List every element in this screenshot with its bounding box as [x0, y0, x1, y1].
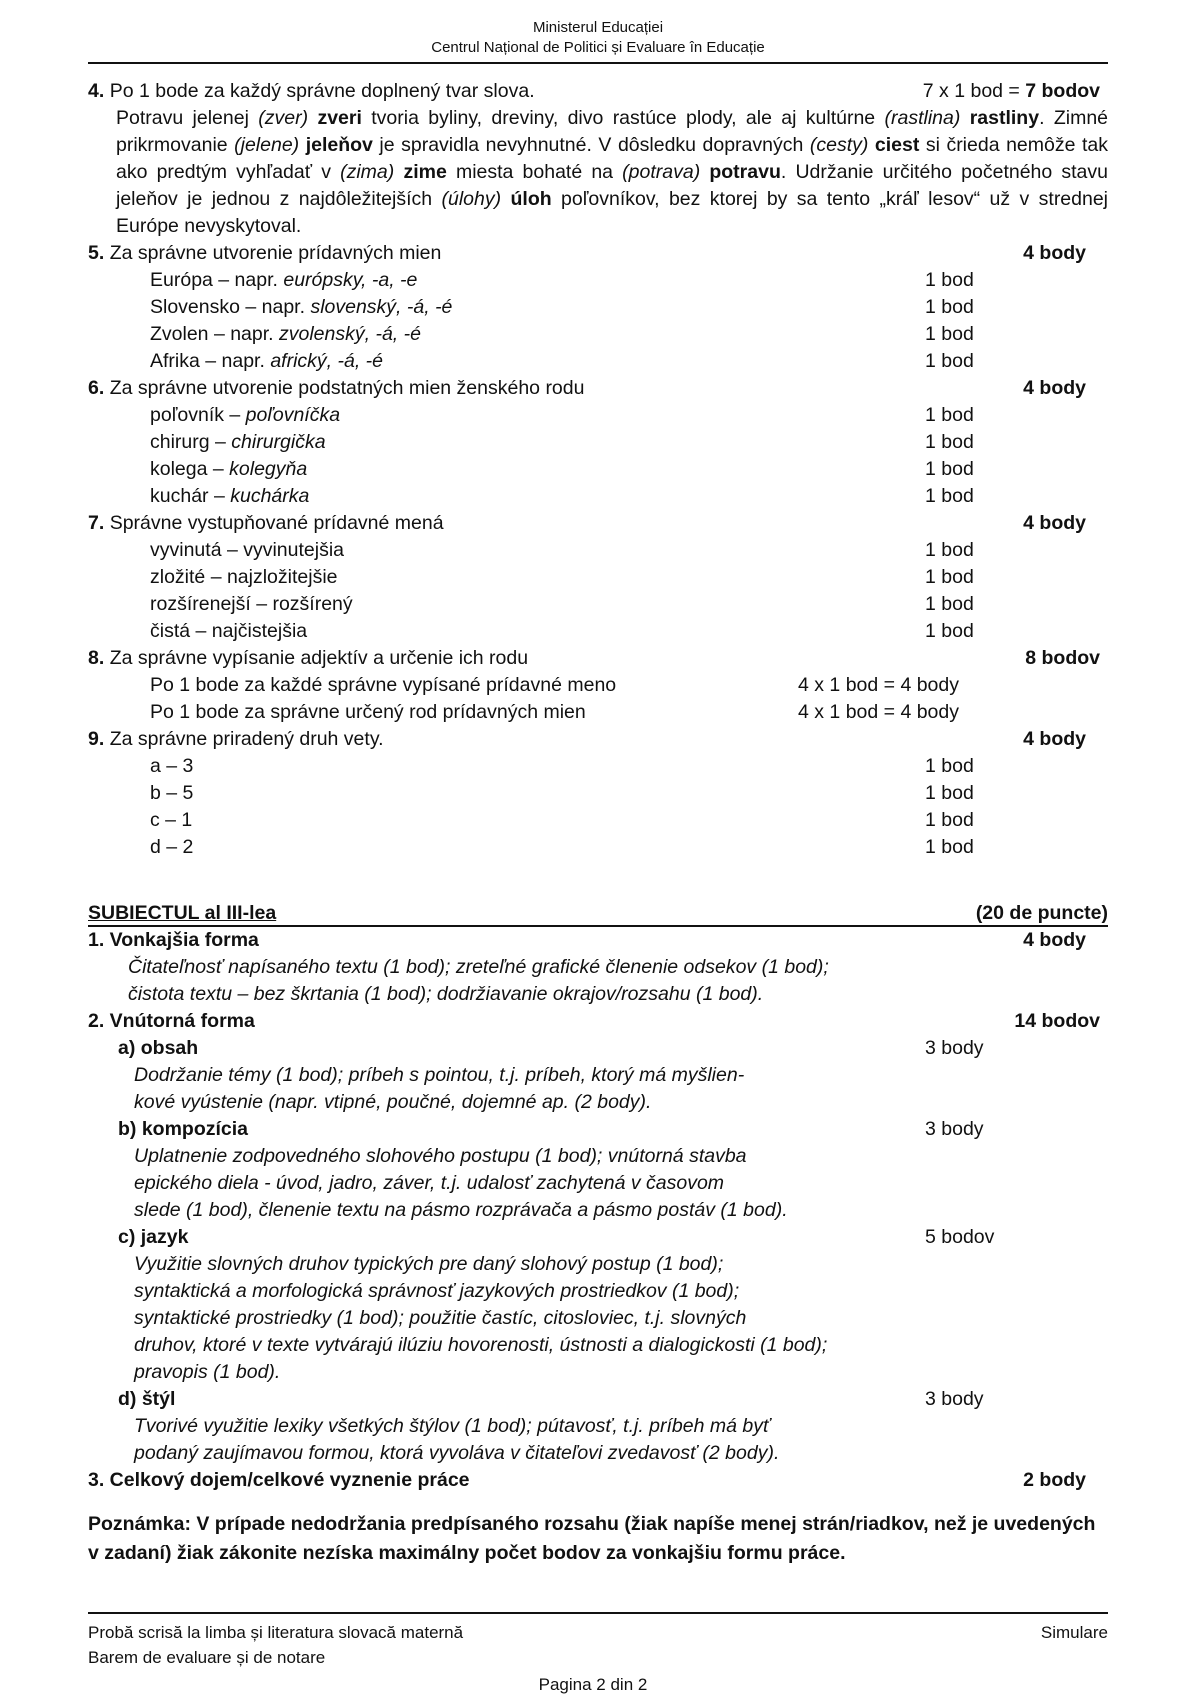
text-segment: tvoria byliny, dreviny, divo rastúce plody, ale aj kultúrne	[361, 107, 885, 129]
answer-word: ciest	[874, 134, 920, 156]
section-1-text: Čitateľnosť napísaného textu (1 bod); zreteľné grafické členenie odsekov (1 bod); čistota textu – bez škrtania (1 bod); dodržiavanie okrajov/rozsahu (1 bod).	[128, 956, 829, 1005]
part-b-heading: b) kompozícia 3 body	[118, 1118, 984, 1140]
subject-3-title: SUBIECTUL al III-lea	[88, 902, 277, 924]
text-segment: Potravu jelenej	[116, 107, 259, 129]
list-item: c – 1 1 bod	[150, 809, 974, 831]
text-segment: poľovníkov, bez ktorej by sa tento „kráľ lesov“ už v strednej Európe nevyskytoval.	[116, 188, 1109, 237]
list-item: vyvinutá – vyvinutejšia 1 bod	[150, 539, 974, 561]
list-item: Európa – napr. európsky, -a, -e 1 bod	[150, 269, 974, 291]
part-a-text: Dodržanie témy (1 bod); príbeh s pointou, t.j. príbeh, ktorý má myšlien- kové vyústenie (napr. vtipné, poučné, dojemné ap. (2 body).	[134, 1064, 745, 1113]
question-5-heading: 5. Za správne utvorenie prídavných mien 4 body	[88, 242, 1086, 264]
answer-word: rastliny	[969, 107, 1040, 129]
part-d-text: Tvorivé využitie lexiky všetkých štýlov (1 bod); pútavosť, t.j. príbeh má byť podaný zaujímavou formou, ktorá vyvoláva v čitateľovi zvedavosť (2 body).	[134, 1415, 780, 1464]
question-6-heading: 6. Za správne utvorenie podstatných mien ženského rodu 4 body	[88, 377, 1086, 399]
list-item: kuchár – kuchárka 1 bod	[150, 485, 974, 507]
part-d-heading: d) štýl 3 body	[118, 1388, 984, 1410]
text-segment: si črieda nemôže tak ako predtým vyhľadať v	[116, 134, 1108, 183]
base-word: (zima)	[340, 161, 395, 183]
question-9-heading: 9. Za správne priradený druh vety. 4 body	[88, 728, 1086, 750]
page-footer	[88, 0, 1108, 1707]
answer-word: úloh	[510, 188, 552, 210]
list-item: rozšírenejší – rozšírený 1 bod	[150, 593, 974, 615]
base-word: (úlohy)	[441, 188, 502, 210]
list-item: a – 3 1 bod	[150, 755, 974, 777]
base-word: (cesty)	[809, 134, 869, 156]
part-c-text: Využitie slovných druhov typických pre daný slohový postup (1 bod); syntaktická a morfologická správnosť jazykových prostriedkov (1 bod); syntaktické prostriedky (1 bod); použitie častíc, citosloviec, t.j. slovných druhov, ktoré v texte vytvárajú ilúziu hovorenosti, ústnosti a dialogickosti (1 bod); pravopis (1 bod).	[134, 1253, 828, 1383]
list-item: b – 5 1 bod	[150, 782, 974, 804]
base-word: (zver)	[258, 107, 309, 129]
note: Poznámka: V prípade nedodržania predpísaného rozsahu (žiak napíše menej strán/riadkov, než je uvedených v zadaní) žiak zákonite nezíska maximálny počet bodov za vonkajšiu formu práce.	[88, 1513, 1096, 1564]
question-4-score: 7 x 1 bod = 7 bodov	[922, 80, 1100, 102]
answer-word: jeleňov	[305, 134, 373, 156]
list-item: d – 2 1 bod	[150, 836, 974, 858]
list-item: poľovník – poľovníčka 1 bod	[150, 404, 974, 426]
question-7-heading: 7. Správne vystupňované prídavné mená 4 body	[88, 512, 1086, 534]
part-c-heading: c) jazyk 5 bodov	[118, 1226, 995, 1248]
base-word: (rastlina)	[884, 107, 961, 129]
section-2-heading: 2. Vnútorná forma 14 bodov	[88, 1010, 1100, 1032]
footer-rule	[88, 1612, 1108, 1614]
text-segment: . Udržanie určitého početného stavu jeleňov je jednou z najdôležitejších	[116, 161, 1108, 210]
answer-word: zime	[403, 161, 447, 183]
text-segment: miesta bohaté na	[446, 161, 623, 183]
question-4-title: Po 1 bode za každý správne doplnený tvar slova.	[109, 80, 535, 102]
page-number: Pagina 2 din 2	[538, 1675, 648, 1694]
list-item: chirurg – chirurgička 1 bod	[150, 431, 974, 453]
answer-word: zveri	[317, 107, 362, 129]
footer-barem: Barem de evaluare și de notare	[88, 1648, 326, 1667]
list-item: Slovensko – napr. slovenský, -á, -é 1 bod	[150, 296, 974, 318]
list-item: kolega – kolegyňa 1 bod	[150, 458, 974, 480]
list-item: Zvolen – napr. zvolenský, -á, -é 1 bod	[150, 323, 974, 345]
text-segment: . Zimné prikrmovanie	[116, 107, 1109, 156]
list-item: Po 1 bode za každé správne vypísané prídavné meno 4 x 1 bod = 4 body	[150, 674, 959, 696]
answer-word: potravu	[709, 161, 781, 183]
subject-3-points: (20 de puncte)	[975, 902, 1108, 924]
part-a-heading: a) obsah 3 body	[118, 1037, 984, 1059]
question-4-heading: 4. Po 1 bode za každý správne doplnený tvar slova. 7 x 1 bod = 7 bodov	[88, 78, 1108, 105]
section-3-heading: 3. Celkový dojem/celkové vyznenie práce 2 body	[88, 1469, 1086, 1491]
list-item: Po 1 bode za správne určený rod prídavných mien 4 x 1 bod = 4 body	[150, 701, 959, 723]
list-item: čistá – najčistejšia 1 bod	[150, 620, 974, 642]
base-word: (jelene)	[234, 134, 300, 156]
part-b-text: Uplatnenie zodpovedného slohového postupu (1 bod); vnútorná stavba epického diela - úvod, jadro, záver, t.j. udalosť zachytená v časovom slede (1 bod), členenie textu na pásmo rozprávača a pásmo postáv (1 bod).	[134, 1145, 788, 1221]
header-ministry: Ministerul Educației	[532, 19, 664, 36]
section-1-heading: 1. Vonkajšia forma 4 body	[88, 929, 1086, 951]
footer-exam-name: Probă scrisă la limba și literatura slovacă maternă	[88, 1623, 464, 1642]
list-item: zložité – najzložitejšie 1 bod	[150, 566, 974, 588]
question-8-heading: 8. Za správne vypísanie adjektív a určenie ich rodu 8 bodov	[88, 647, 1100, 669]
text-segment: je spravidla nevyhnutné. V dôsledku dopravných	[372, 134, 810, 156]
base-word: (potrava)	[622, 161, 701, 183]
footer-simulare: Simulare	[1040, 1623, 1108, 1642]
header-center: Centrul Național de Politici și Evaluare în Educație	[431, 39, 765, 56]
list-item: Afrika – napr. africký, -á, -é 1 bod	[150, 350, 974, 372]
